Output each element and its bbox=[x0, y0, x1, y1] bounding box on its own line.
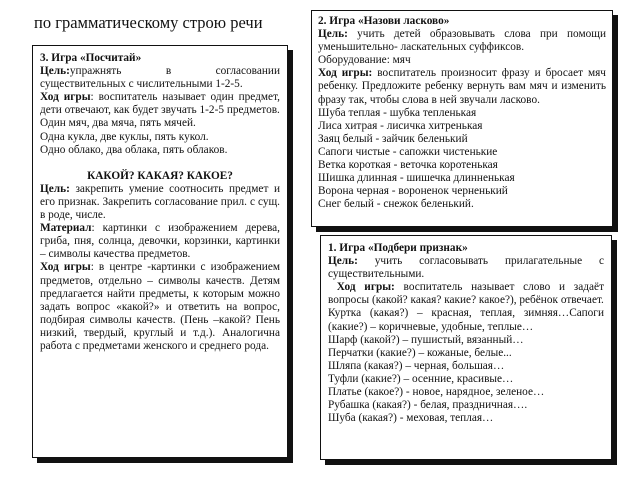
example-line: Куртка (какая?) – красная, теплая, зимняя…Сапоги (какие?) – коричневые, удобные, теплые… bbox=[328, 307, 604, 333]
card-title: 3. Игра «Посчитай» bbox=[40, 52, 142, 64]
game-card-name-gently bbox=[311, 10, 613, 227]
example-line: Один мяч, два мяча, пять мячей. bbox=[40, 117, 196, 130]
procedure-paragraph: Ход игры: в центре -картинки с изображением предметов, отдельно – символы качеств. Детям предлагается найти предметы, к которым можно задать вопрос «какой?» и ответить на вопрос, подбирая символы качеств. (Пень –какой? Пень низкий, твердый, круглый и т.д.). Аналогична работа с предметами женского и среднего рода. bbox=[40, 261, 281, 352]
example-line: Заяц белый - зайчик беленький bbox=[318, 132, 468, 145]
goal-paragraph: Цель: закрепить умение соотносить предмет и его признак. Закрепить согласование прил. с сущ. в роде, числе. bbox=[40, 182, 280, 222]
example-line: Перчатки (какие?) – кожаные, белые... bbox=[328, 346, 512, 359]
material-paragraph: Материал: картинки с изображением дерева, гриба, пня, солнца, девочки, корзинки, картинки – символы качества предметов. bbox=[40, 222, 280, 261]
goal-paragraph: Цель:упражнять в согласовании существительных с числительными 1-2-5. bbox=[40, 65, 280, 91]
example-line: Одно облако, два облака, пять облаков. bbox=[40, 143, 228, 156]
example-line: Рубашка (какая?) - белая, праздничная…. bbox=[328, 399, 528, 412]
example-line: Туфли (какие?) – осенние, красивые… bbox=[328, 372, 514, 385]
example-line: Ветка короткая - веточка коротенькая bbox=[318, 159, 498, 172]
example-line: Лиса хитрая - лисичка хитренькая bbox=[318, 119, 483, 132]
card-title: 2. Игра «Назови ласково» bbox=[318, 15, 450, 27]
example-line: Одна кукла, две куклы, пять кукол. bbox=[40, 130, 209, 143]
example-line: Шуба (какая?) - меховая, теплая… bbox=[328, 412, 494, 425]
goal-paragraph: Цель: учить согласовывать прилагательные с существительными. bbox=[328, 255, 604, 281]
equipment-line: Оборудование: мяч bbox=[318, 54, 411, 67]
example-line: Шляпа (какая?) – черная, большая… bbox=[328, 359, 505, 372]
procedure-paragraph: Ход игры: воспитатель произносит фразу и бросает мяч ребенку. Предложите ребенку вернуть вам мяч и изменить фразу так, чтобы слова в ней звучали ласково. bbox=[318, 67, 606, 106]
example-line: Шишка длинная - шишечка длинненькая bbox=[318, 172, 515, 185]
example-line: Шарф (какой?) – пушистый, вязанный… bbox=[328, 333, 524, 346]
example-line: Ворона черная - вороненок черненький bbox=[318, 185, 508, 198]
example-line: Шуба теплая - шубка тепленькая bbox=[318, 106, 477, 119]
goal-paragraph: Цель: учить детей образовывать слова при помощи уменьшительно- ласкательных суффиксов. bbox=[318, 28, 606, 54]
example-line: Платье (какое?) - новое, нарядное, зеленое… bbox=[328, 386, 545, 399]
procedure-paragraph: Ход игры: воспитатель называет один предмет, дети отвечают, как будет звучать 1-2-5 предметов. bbox=[40, 91, 280, 117]
example-line: Сапоги чистые - сапожки чистенькие bbox=[318, 145, 498, 158]
page-heading: по грамматическому строю речи bbox=[34, 13, 263, 32]
game-card-count bbox=[32, 45, 288, 458]
section-subtitle: КАКОЙ? КАКАЯ? КАКОЕ? bbox=[87, 169, 233, 182]
card-title: 1. Игра «Подбери признак» bbox=[328, 242, 468, 254]
game-card-pick-attribute bbox=[320, 235, 612, 460]
procedure-paragraph: Ход игры: воспитатель называет слово и задаёт вопросы (какой? какая? какие? какое?), ребёнок отвечает. bbox=[328, 281, 605, 307]
example-line: Снег белый - снежок беленький. bbox=[318, 198, 474, 211]
